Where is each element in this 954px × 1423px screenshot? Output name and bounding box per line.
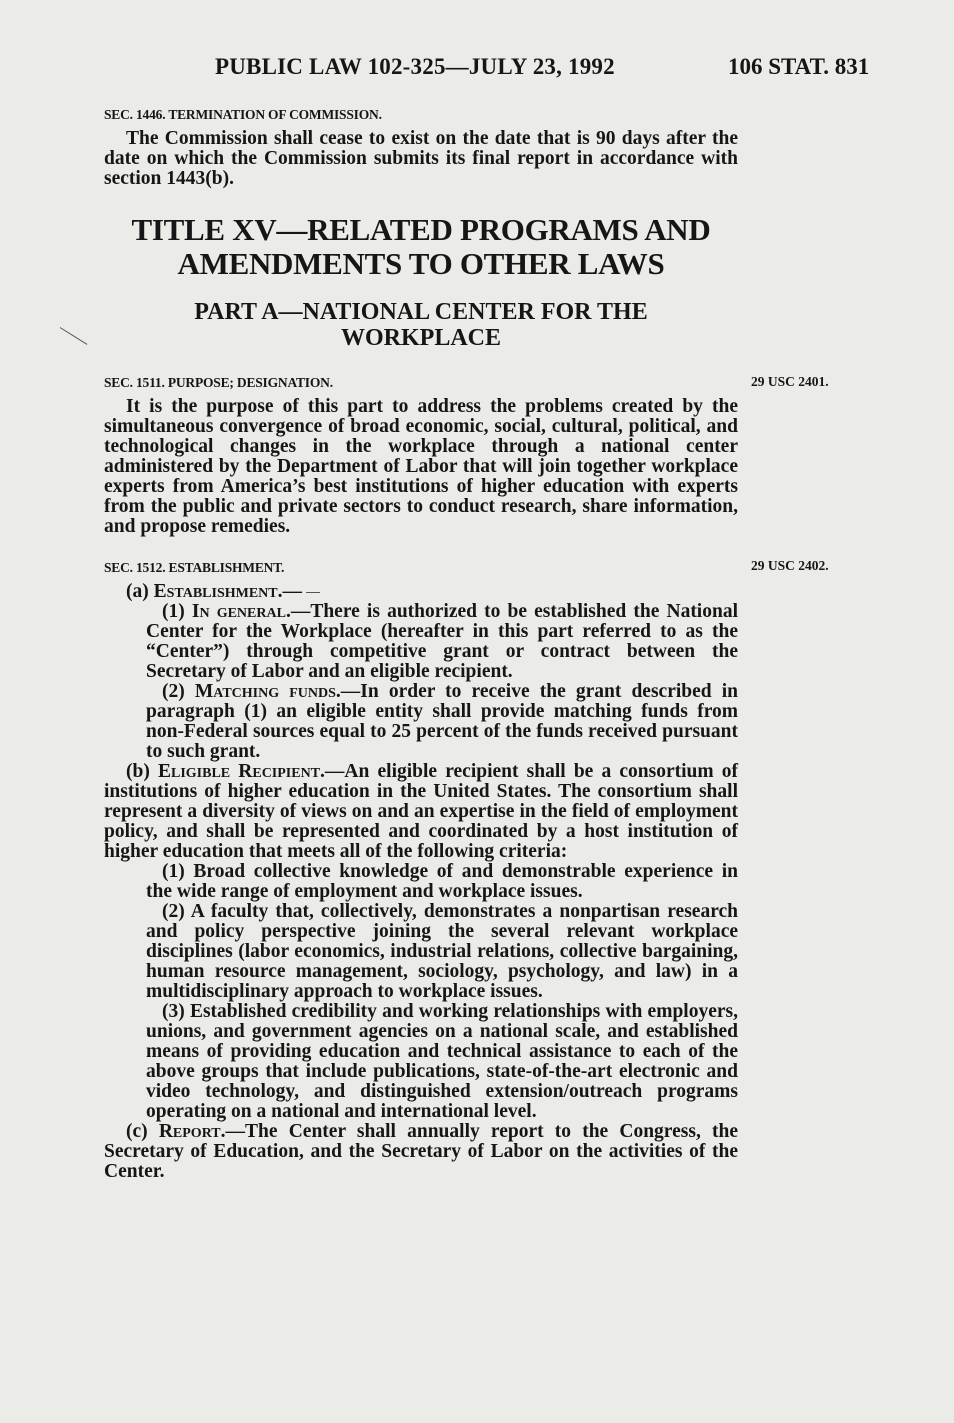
paragraph-heading: In general [191, 601, 286, 622]
subsection-heading: Establishment [153, 581, 278, 602]
paragraph-label: (1) [162, 601, 192, 622]
statute-page-number: 106 STAT. 831 [728, 54, 870, 79]
scan-mark [306, 592, 320, 593]
paragraph-label: (2) [162, 681, 195, 702]
criterion-2: (2) A faculty that, collectively, demonstrates a nonpartisan research and policy perspective joining the several relevant workplace disciplines (labor economics, industrial relations, collective bargaining, human resource management, sociology, psychology, and law) in a multidisciplinary approach to workplace issues. [146, 901, 738, 1002]
section-1512 [104, 560, 738, 1182]
title-line-1: TITLE XV—RELATED PROGRAMS AND [131, 212, 711, 247]
paragraph-a1 [104, 602, 738, 682]
running-header-title: PUBLIC LAW 102-325—JULY 23, 1992 [215, 54, 615, 79]
scan-artifact-line [60, 327, 88, 345]
subsection-a [104, 582, 738, 602]
subsection-label: (a) [126, 581, 154, 602]
subsection-heading: Report [158, 1121, 221, 1142]
section-1446 [104, 107, 738, 189]
paragraph-heading: Matching funds [194, 681, 336, 702]
criterion-1: (1) Broad collective knowledge of and demonstrable experience in the wide range of employment and workplace issues. [146, 861, 738, 902]
margin-citation-2401: 29 USC 2401. [751, 374, 829, 389]
section-body: It is the purpose of this part to address the problems created by the simultaneous convergence of broad economic, social, cultural, political, and technological changes in the workplace through a national center administered by the Department of Labor that will join together workplace experts from America’s best institutions of higher education with experts from the public and private sectors to conduct research, share information, and propose remedies. [104, 396, 738, 537]
criterion-3: (3) Established credibility and working relationships with employers, unions, and government agencies on a national scale, and established means of providing education and technical assistance to each of the above groups that include publications, state-of-the-art electronic and video technology, and distinguished extension/outreach programs operating on a national and international level. [146, 1001, 738, 1122]
section-heading: SEC. 1446. TERMINATION OF COMMISSION. [104, 107, 382, 122]
title-heading [104, 213, 738, 281]
paragraph-a2 [104, 682, 738, 762]
subsection-dash: .— [277, 581, 303, 602]
part-line-1: PART A—NATIONAL CENTER FOR THE [194, 299, 648, 325]
paragraph-text: .—There is authorized to be established the National Center for the Workplace (hereafter in this part referred to as the “Center”) through competitive grant or contract between the Secretary of Labor and an eligible recipient. [146, 601, 738, 682]
subsection-text: .—The Center shall annually report to the Congress, the Secretary of Education, and the Secretary of Labor on the activities of the Center. [104, 1121, 738, 1182]
part-heading [104, 299, 738, 351]
part-line-2: WORKPLACE [340, 325, 501, 351]
section-heading: SEC. 1512. ESTABLISHMENT. [104, 560, 285, 575]
margin-citation-2402: 29 USC 2402. [751, 558, 829, 573]
subsection-heading: Eligible Recipient [157, 761, 321, 782]
title-line-2: AMENDMENTS TO OTHER LAWS [177, 246, 665, 281]
subsection-c [104, 1122, 738, 1182]
subsection-label: (c) [126, 1121, 159, 1142]
section-1511 [104, 375, 738, 537]
section-body: The Commission shall cease to exist on the date that is 90 days after the date on which the Commission submits its final report in accordance with section 1443(b). [104, 128, 738, 189]
subsection-text: .—An eligible recipient shall be a consortium of institutions of higher education in the United States. The consortium shall represent a diversity of views on and an expertise in the field of employment policy, and shall be represented and coordinated by a host institution of higher education that meets all of the following criteria: [104, 761, 738, 862]
subsection-label: (b) [126, 761, 158, 782]
paragraph-text: .—In order to receive the grant described in paragraph (1) an eligible entity shall provide matching funds from non-Federal sources equal to 25 percent of the funds received pursuant to such grant. [146, 681, 738, 762]
section-heading: SEC. 1511. PURPOSE; DESIGNATION. [104, 375, 333, 390]
subsection-b [104, 762, 738, 862]
